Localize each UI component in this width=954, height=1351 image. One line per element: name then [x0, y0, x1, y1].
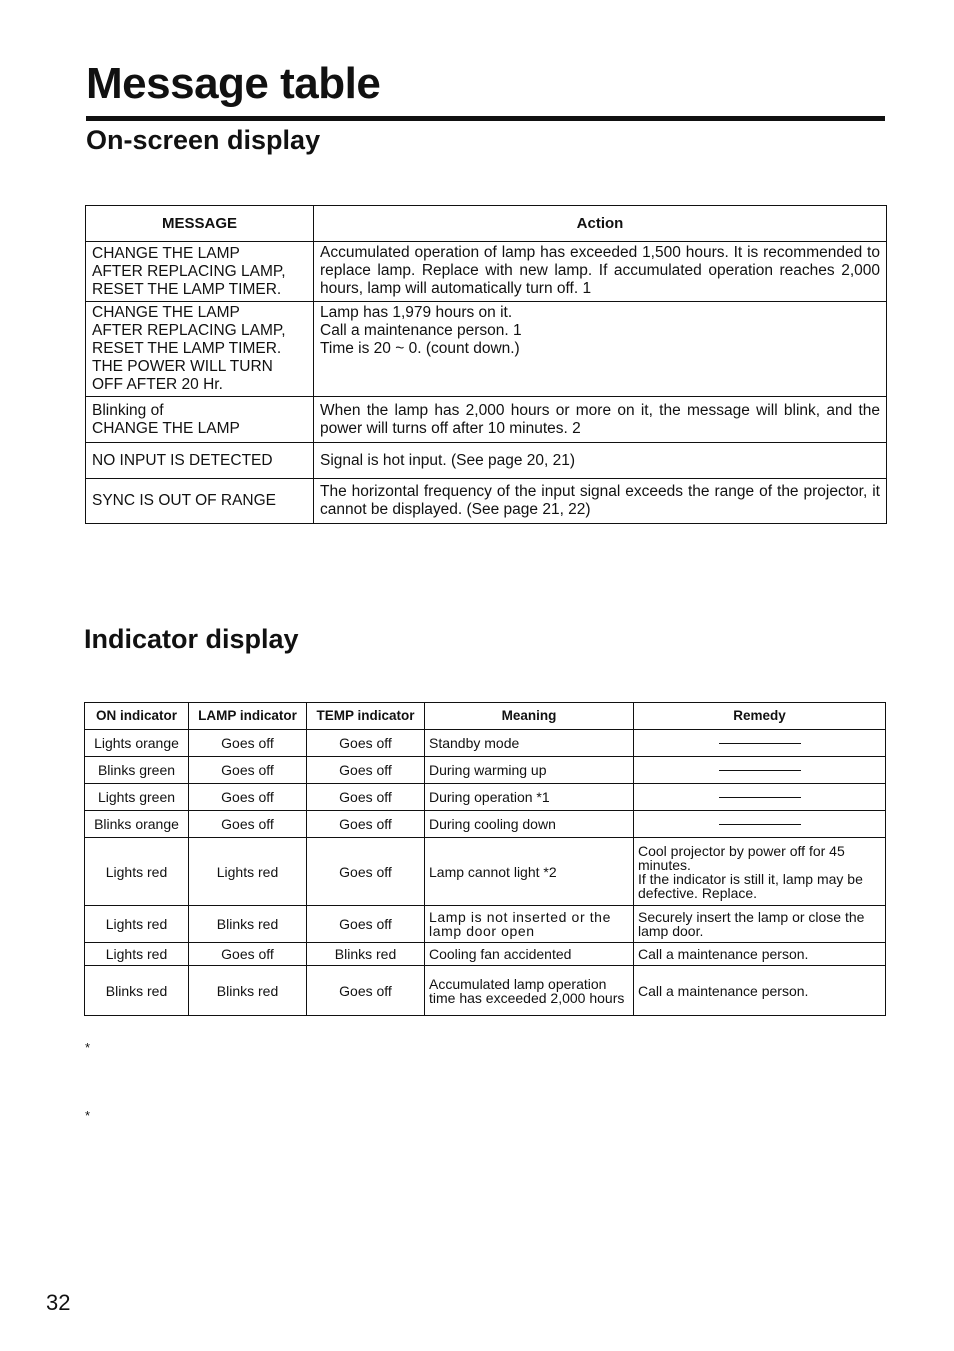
table-row: [86, 302, 887, 397]
meaning-cell: Accumulated lamp operation time has exceeded 2,000 hours: [425, 966, 634, 1016]
remedy-cell: [634, 784, 886, 811]
action-text: Accumulated operation of lamp has exceeded 1,500 hours. It is recommended to replace lamp. Replace with new lamp. If accumulated operation reaches 2,000 hours, lamp will automatically turn off. 1: [320, 244, 880, 297]
empty-remedy-dash: [719, 824, 801, 825]
message-line: RESET THE LAMP TIMER.: [92, 280, 282, 298]
action-cell: [314, 443, 887, 479]
action-text: The horizontal frequency of the input signal exceeds the range of the projector, it cannot be displayed. (See page 21, 22): [320, 483, 880, 518]
remedy-cell: Call a maintenance person.: [634, 966, 886, 1016]
message-cell: [86, 479, 314, 524]
on-indicator-cell: Blinks green: [85, 757, 189, 784]
on-indicator-cell: Lights orange: [85, 730, 189, 757]
table-row: [86, 397, 887, 443]
page-title: Message table: [86, 59, 381, 108]
column-header-remedy: Remedy: [634, 703, 886, 730]
lamp-indicator-cell: Goes off: [189, 811, 307, 838]
table-row: [86, 479, 887, 524]
table-row: [85, 784, 886, 811]
action-text: When the lamp has 2,000 hours or more on it, the message will blink, and the power will turns off after 10 minutes. 2: [320, 401, 880, 437]
message-line: AFTER REPLACING LAMP,: [92, 262, 286, 280]
lamp-indicator-cell: Goes off: [189, 784, 307, 811]
temp-indicator-cell: Goes off: [307, 757, 425, 784]
onscreen-message-table: [85, 205, 887, 524]
message-cell: [86, 302, 314, 397]
message-line: CHANGE THE LAMP: [92, 419, 240, 437]
temp-indicator-cell: Goes off: [307, 906, 425, 943]
message-line: THE POWER WILL TURN: [92, 358, 273, 375]
message-cell: [86, 242, 314, 302]
onscreen-display-heading: On-screen display: [86, 125, 321, 155]
table-header-row: [85, 703, 886, 730]
remedy-cell: Call a maintenance person.: [634, 943, 886, 966]
temp-indicator-cell: Goes off: [307, 730, 425, 757]
remedy-cell: [634, 757, 886, 784]
action-cell: [314, 397, 887, 443]
lamp-indicator-cell: Goes off: [189, 757, 307, 784]
footnote-2-marker: *: [85, 1108, 91, 1123]
remedy-cell: [634, 811, 886, 838]
message-line: RESET THE LAMP TIMER.: [92, 340, 282, 357]
table-row: [85, 906, 886, 943]
indicator-table: [84, 702, 886, 1016]
column-header-meaning: Meaning: [425, 703, 634, 730]
table-row: [85, 730, 886, 757]
column-header-lamp-indicator: LAMP indicator: [189, 703, 307, 730]
on-indicator-cell: Lights red: [85, 906, 189, 943]
message-cell: [86, 397, 314, 443]
footnote-1-marker: *: [85, 1040, 91, 1055]
column-header-action: Action: [314, 206, 887, 242]
message-line: Blinking of: [92, 401, 164, 419]
remedy-cell: Securely insert the lamp or close the lamp door.: [634, 906, 886, 943]
table-row: [85, 757, 886, 784]
meaning-cell: During cooling down: [425, 811, 634, 838]
column-header-temp-indicator: TEMP indicator: [307, 703, 425, 730]
action-text: Time is 20 ~ 0. (count down.): [320, 340, 520, 357]
lamp-indicator-cell: Blinks red: [189, 906, 307, 943]
lamp-indicator-cell: Blinks red: [189, 966, 307, 1016]
page-number: 32: [46, 1290, 71, 1315]
on-indicator-cell: Lights red: [85, 838, 189, 906]
remedy-cell: [634, 730, 886, 757]
message-cell: [86, 443, 314, 479]
message-line: OFF AFTER 20 Hr.: [92, 376, 223, 393]
meaning-cell: During warming up: [425, 757, 634, 784]
table-row: [85, 966, 886, 1016]
remedy-cell: Cool projector by power off for 45 minutes. If the indicator is still it, lamp may be defective. Replace.: [634, 838, 886, 906]
empty-remedy-dash: [719, 770, 801, 771]
temp-indicator-cell: Goes off: [307, 784, 425, 811]
temp-indicator-cell: Goes off: [307, 838, 425, 906]
table-header-row: [86, 206, 887, 242]
message-line: AFTER REPLACING LAMP,: [92, 322, 286, 339]
table-row: [86, 242, 887, 302]
lamp-indicator-cell: Lights red: [189, 838, 307, 906]
meaning-cell: During operation *1: [425, 784, 634, 811]
action-cell: [314, 242, 887, 302]
meaning-cell: Lamp cannot light *2: [425, 838, 634, 906]
column-header-on-indicator: ON indicator: [85, 703, 189, 730]
meaning-cell: Cooling fan accidented: [425, 943, 634, 966]
message-line: CHANGE THE LAMP: [92, 244, 240, 262]
action-cell: [314, 479, 887, 524]
table-row: [85, 838, 886, 906]
meaning-cell: Standby mode: [425, 730, 634, 757]
empty-remedy-dash: [719, 743, 801, 744]
table-row: [85, 943, 886, 966]
table-row: [86, 443, 887, 479]
on-indicator-cell: Blinks orange: [85, 811, 189, 838]
temp-indicator-cell: Goes off: [307, 966, 425, 1016]
message-line: NO INPUT IS DETECTED: [92, 451, 273, 469]
column-header-message: MESSAGE: [86, 206, 314, 242]
empty-remedy-dash: [719, 797, 801, 798]
action-text: Call a maintenance person. 1: [320, 322, 522, 339]
title-rule: [86, 116, 885, 121]
meaning-cell: Lamp is not inserted or the lamp door open: [425, 906, 634, 943]
temp-indicator-cell: Blinks red: [307, 943, 425, 966]
indicator-display-heading: Indicator display: [84, 624, 299, 654]
temp-indicator-cell: Goes off: [307, 811, 425, 838]
on-indicator-cell: Blinks red: [85, 966, 189, 1016]
on-indicator-cell: Lights red: [85, 943, 189, 966]
action-text: Signal is hot input. (See page 20, 21): [320, 451, 576, 469]
table-row: [85, 811, 886, 838]
action-cell: [314, 302, 887, 397]
lamp-indicator-cell: Goes off: [189, 943, 307, 966]
message-line: CHANGE THE LAMP: [92, 304, 240, 321]
message-line: SYNC IS OUT OF RANGE: [92, 492, 277, 509]
action-text: Lamp has 1,979 hours on it.: [320, 304, 513, 321]
on-indicator-cell: Lights green: [85, 784, 189, 811]
lamp-indicator-cell: Goes off: [189, 730, 307, 757]
